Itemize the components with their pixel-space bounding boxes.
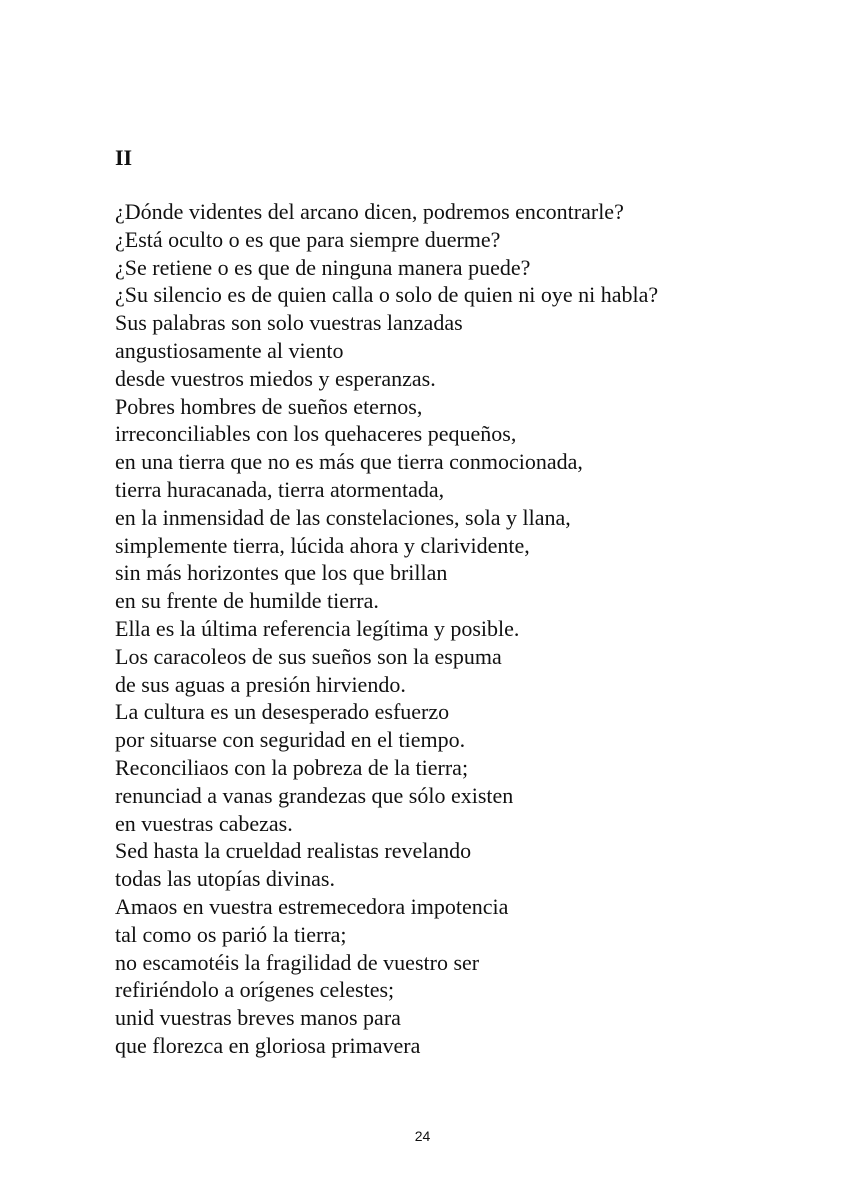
poem-line: renunciad a vanas grandezas que sólo existen	[115, 782, 514, 808]
poem-line: Reconciliaos con la pobreza de la tierra;	[115, 754, 469, 780]
poem-line: que florezca en gloriosa primavera	[115, 1032, 421, 1058]
poem-line: Pobres hombres de sueños eternos,	[115, 393, 423, 419]
poem-line: sin más horizontes que los que brillan	[115, 560, 448, 586]
poem-line: unid vuestras breves manos para	[115, 1005, 401, 1031]
poem-line: no escamotéis la fragilidad de vuestro ser	[115, 949, 480, 975]
poem-line: angustiosamente al viento	[115, 337, 344, 363]
poem-line: Sed hasta la crueldad realistas revelando	[115, 838, 472, 864]
poem-line: ¿Dónde videntes del arcano dicen, podremos encontrarle?	[115, 199, 624, 224]
poem-text	[115, 198, 815, 1060]
page-number: 24	[414, 1128, 431, 1144]
poem-line: en una tierra que no es más que tierra conmocionada,	[115, 449, 583, 475]
poem-line: por situarse con seguridad en el tiempo.	[115, 727, 466, 753]
poem-line: desde vuestros miedos y esperanzas.	[115, 365, 436, 391]
poem-line: en su frente de humilde tierra.	[115, 588, 379, 614]
poem-line: ¿Se retiene o es que de ninguna manera puede?	[115, 254, 531, 280]
poem-line: Los caracoleos de sus sueños son la espuma	[115, 643, 502, 669]
poem-line: ¿Está oculto o es que para siempre duerme?	[115, 226, 501, 252]
poem-line: simplemente tierra, lúcida ahora y clarividente,	[115, 532, 530, 558]
poem-line: tierra huracanada, tierra atormentada,	[115, 476, 445, 502]
poem-line: en la inmensidad de las constelaciones, sola y llana,	[115, 504, 571, 530]
poem-line: Sus palabras son solo vuestras lanzadas	[115, 310, 463, 336]
poem-line: La cultura es un desesperado esfuerzo	[115, 699, 450, 725]
poem-line: Ella es la última referencia legítima y posible.	[115, 615, 520, 641]
poem-line: de sus aguas a presión hirviendo.	[115, 671, 406, 697]
poem-line: refiriéndolo a orígenes celestes;	[115, 977, 395, 1003]
poem-line: ¿Su silencio es de quien calla o solo de quien ni oye ni habla?	[115, 282, 659, 308]
poem-line: todas las utopías divinas.	[115, 866, 335, 892]
section-heading: II	[115, 145, 133, 170]
poem-line: tal como os parió la tierra;	[115, 921, 347, 947]
poem-line: en vuestras cabezas.	[115, 810, 293, 836]
poem-line: Amaos en vuestra estremecedora impotencia	[115, 893, 509, 919]
poem-line: irreconciliables con los quehaceres pequeños,	[115, 421, 517, 447]
